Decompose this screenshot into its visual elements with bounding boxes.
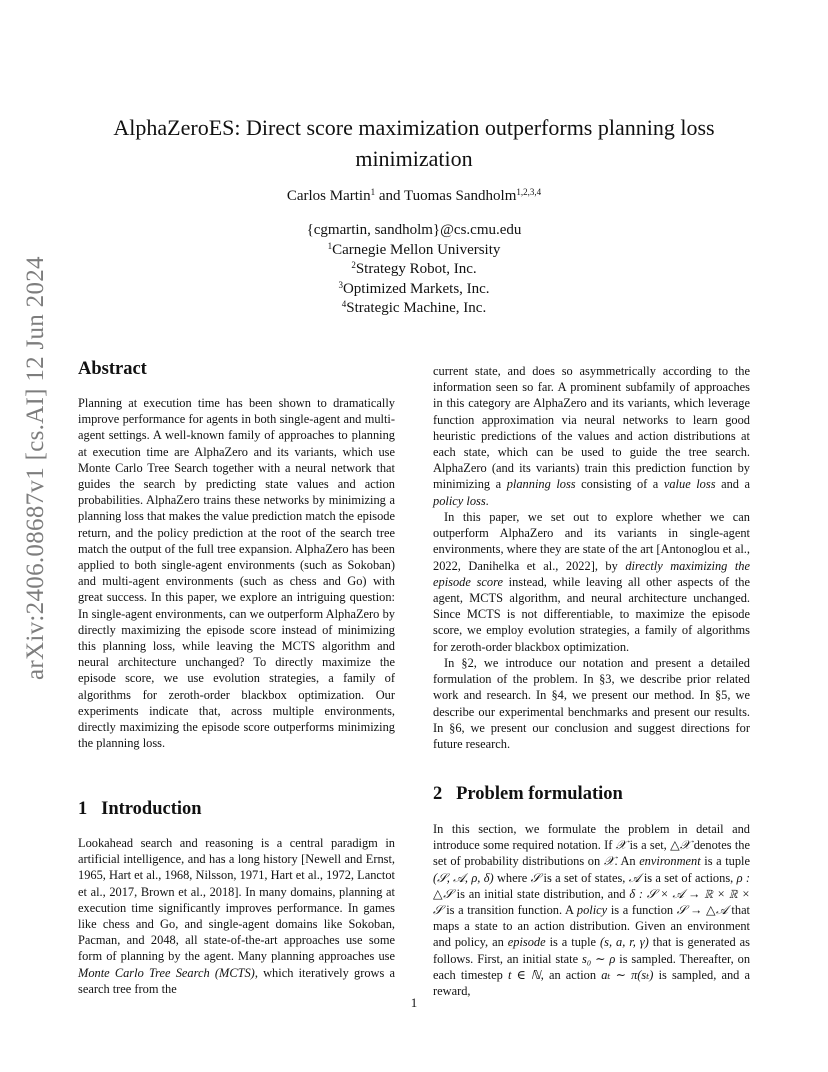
abstract-heading: Abstract — [78, 359, 147, 379]
author-line — [80, 186, 748, 206]
author-name: Tuomas Sandholm — [404, 188, 517, 204]
affiliation: $^2$Strategy Robot, Inc. — [351, 260, 477, 277]
affiliation: $^3$Optimized Markets, Inc. — [338, 279, 490, 297]
intro-paragraph-2: In this paper, we set out to explore whether we can outperform AlphaZero and its variants in single-agent environments, where they are state of the art [Antonoglou et al., 2022, Danihelka et al., 2022], by directly maximizing the episode score instead, while leaving all other aspects of the agent, MCTS algorithm, and neural architecture unchanged. Since MCTS is not differentiable, to maximize the episode score, we employ evolution strategies, a family of algorithms for zeroth-order blackbox optimization. — [433, 510, 750, 654]
affiliation: $^4$Strategic Machine, Inc. — [341, 299, 487, 316]
author-email: {cgmartin, sandholm}@cs.cmu.edu — [306, 222, 522, 238]
intro-paragraph: Lookahead search and reasoning is a central paradigm in artificial intelligence, and has a long history [Newell and Ernst, 1965, Hart et al., 1968, Nilsson, 1971, Hart et al., 1972, Lanctot et al., 2017, Brown et al., 2018]. In many domains, planning at execution time significantly improves performance. In games like chess and Go, and single-agent domains like Sokoban, Pacman, and 2048, all state-of-the-art approaches use some form of planning by the agent. Many planning approaches use Monte Carlo Tree Search (MCTS), which iteratively grows a search tree from the — [78, 836, 395, 996]
author-affil-sup: 1,2,3,4 — [516, 187, 542, 197]
page-number: 1 — [410, 995, 418, 1010]
intro-paragraph-3: In §2, we introduce our notation and present a detailed formulation of the problem. In §3, we describe prior related work and research. In §4, we present our method. In §5, we describe our experimental benchmarks and present our results. In §6, we present our conclusion and suggest directions for future research. — [433, 656, 750, 752]
affiliations — [80, 221, 748, 319]
paper-title: AlphaZeroES: Direct score maximization outperforms planning loss minimization — [113, 115, 715, 171]
arxiv-identifier: arXiv:2406.08687v1 [cs.AI] 12 Jun 2024 — [22, 256, 49, 680]
problem-heading: 2 Problem formulation — [433, 784, 623, 804]
intro-continued-paragraph: current state, and does so asymmetrically according to the information seen so far. A prominent subfamily of approaches in this category are AlphaZero and its variants, which leverage function approximation via neural networks to learn good heuristic predictions of the values and action distributions at each state, which can be used to guide the tree search. AlphaZero (and its variants) train this prediction function by minimizing a planning loss consisting of a value loss and a policy loss. — [433, 364, 751, 508]
intro-heading: 1 Introduction — [78, 799, 202, 819]
author-name: Carlos Martin — [286, 188, 371, 204]
affiliation: $^1$Carnegie Mellon University — [327, 240, 501, 258]
author-affil-sup: 1 — [370, 187, 376, 197]
problem-paragraph: In this section, we formulate the problem in detail and introduce some required notation. If 𝒳 is a set, △𝒳 denotes the set of probability distributions on 𝒳. An environment is a tuple (𝒮, 𝒜, ρ, δ) where 𝒮 is a set of states, 𝒜 is a set of actions, ρ : △𝒮 is an initial state distribution, and δ : 𝒮 × 𝒜 → ℝ × ℝ × 𝒮 is a transition function. A policy is a function 𝒮 → △𝒜 that maps a state to an action distribution. Given an environment and policy, an episode is a tuple (s, a, r, γ) that is generated as follows. First, an initial state s₀ ∼ ρ is sampled. Thereafter, on each timestep t ∈ ℕ, an action aₜ ∼ π(sₜ) is sampled, and a reward, — [433, 822, 751, 999]
abstract-text: Planning at execution time has been shown to dramatically improve performance for agents in both single-agent and multi-agent settings. A well-known family of approaches to planning at execution time are AlphaZero and its variants, which use Monte Carlo Tree Search together with a neural network that guides the search by predicting state values and action probabilities. AlphaZero trains these networks by minimizing a planning loss that makes the value prediction match the episode return, and the policy prediction at the root of the search tree match the output of the full tree expansion. AlphaZero has been applied to both single-agent environments (such as Sokoban) and multi-agent environments (such as chess and Go) with great success. In this paper, we explore an intriguing question: In single-agent environments, can we outperform AlphaZero by directly maximizing the episode score instead of minimizing this planning loss, while leaving the MCTS algorithm and neural architecture unchanged? To directly maximize the episode score, we use evolution strategies, a family of algorithms for zeroth-order blackbox optimization. Our experiments indicate that, across multiple environments, directly maximizing the episode score outperforms minimizing the planning loss. — [78, 396, 395, 751]
author-conjunction: and — [375, 188, 404, 204]
